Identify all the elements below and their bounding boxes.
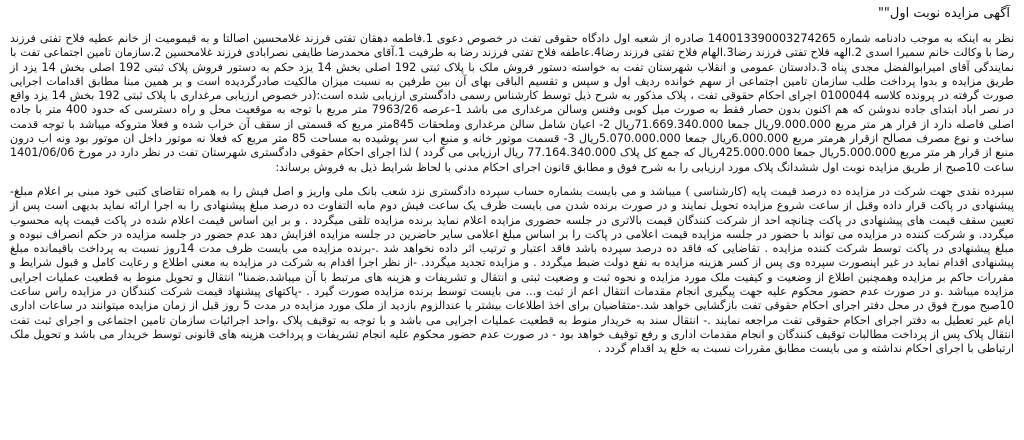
notice-paragraph-2: سپرده نقدی جهت شرکت در مزایده ده درصد قیمت پایه (کارشناسی ) میباشد و می بایست بشماره حساب سپرده دادگستری نزد شعب بانک ملی واریز و اصل فیش را به همراه تقاضای کتبی خود مبنی بر اعلام مبلغ-پیشنهادی در پاکت قرار داده وقبل از ساعت شروع مزایده تحویل نمایند و در صورت برنده شدن می بایست ظرف یک ساعت فیش دوم مابه التفاوت ده درصد مبلغ پیشنهادی را به اجرا ارائه نماید بدیهی است پس از تعیین سقف قیمت های پیشنهادی در پاکت چنانچه احد از شرکت کنندگان قیمت بالاتری در جلسه حضوری مزایده اعلام نماید برنده مزایده تلقی میگردد . و بر این اساس قیمت اعلام شده در پاکت قیمت پایه محسوب میگردد. و شرکت کننده در مزایده می تواند با حضور در جلسه مزایده قیمت اعلامی در پاکت را بر اساس مبلغ اعلامی سایر حاضرین در جلسه مزایده افزایش دهد عدم حضور در جلسه مزایده در حکم انصراف نبوده و مبلغ پیشنهادی در پاکت توسط شرکت کننده مزایده . تقاضایی که فاقد ده درصد سپرده باشد فاقد اعتبار و ترتیب اثر داده نخواهد شد .-برنده مزایده می بایست ظرف مدت 14روز نسبت به پرداخت باقیمانده مبلغ پیشنهادی اقدام نماید در غیر اینصورت سپرده وی پس از کسر هزینه مزایده به نفع دولت ضبط میگردد . و مزایده تجدید میگردد. -از نظر اجرا اقدام به شرکت در مزایده به معنی اطلاع و رعایت کامل و قبول شرایط و مقررات حاکم بر مزایده وهمچنین اطلاع از وضعیت و کیفیت ملک مورد مزایده و نحوه ثبت و وضعیت ثبتی و انتقال و تشریفات و هزینه های مرتبط با آن میباشد.ضمنا" انتقال و تحویل منوط به قطعیت عملیات اجرایی مزایده میباشد .و در صورت عدم حضور محکوم علیه جهت پیگیری انجام مقدمات انتقال اعم از ثبت و... می بایست توسط برنده مزایده صورت گیرد . -پاکتهای پیشنهاد قیمت شرکت کنندگان در مزایده راس ساعت 10صبح مورخ فوق در محل دفتر اجرای احکام حقوقی تفت بازگشایی خواهد شد.-متقاضیان برای اخذ اطلاعات بیشتر یا عندالزوم بازدید از ملک مورد مزایده در مدت 5 روز قبل از زمان مزایده میتوانند در ساعات اداری ایام غیر تعطیل به دفتر اجرای احکام حقوقی تفت مراجعه نمایند .- انتقال سند به خریدار منوط به قطعیت عملیات اجرایی می باشد و با توجه به توقیف پلاک ،واحد اجرائیات سازمان تامین اجتماعی و اجرای ثبت تفت انتقال پلاک پس از پرداخت مطالبات توقیف کنندگان و انجام مقدمات اداری و رفع توقیف خواهد بود - در صورت عدم حضور محکوم علیه انجام تشریفات و پرداخت هزینه های قانونی توسط خریدار می باشد و تحویل ملک ارتباطی با اجرای احکام نداشته و می بایست مطابق مقررات نسبت به خلع ید اقدام گردد .: [10, 184, 1014, 356]
notice-title: آگهی مزایده نوبت اول"": [877, 6, 1010, 21]
paragraph-spacer: [8, 175, 1016, 185]
auction-notice: [8, 0, 1016, 440]
notice-paragraph-1: نظر به اینکه به موجب دادنامه شماره 140013390003274265 صادره از شعبه اول دادگاه حقوقی تفت در خصوص دعوی 1.فاطمه دهقان تفتی فرزند غلامحسین اصالتا و به قیمومیت از خانم عطیه فلاح تفتی فرزند رضا با وکالت خانم سمیرا اسدی 2.الهه فلاح تفتی فرزند رضا3.الهام فلاح تفتی فرزند رضا4.عاطفه فلاح تفتی فرزند رضا به طرفیت 1.آقای محمدرضا طایفی نصرابادی فرزند غلامحسین 2.سازمان تامین اجتماعی تفت با نمایندگی آقای امیرابوالفضل مجدی پناه 3.دادستان عمومی و انقلاب شهرستان تفت به خواسته دستور فروش ملک با پلاک ثبتی 192 اصلی بخش 14 یزد حکم به دستور فروش پلاک ثبتی 192 اصلی بخش 14 یزد از طریق مزایده و بدوا پرداخت طلب سازمان تامین اجتماعی از سهم خوانده ردیف اول و سپس و تقسیم الباقی بهای آن بین طرفین به نسبت میزان مالکیت صادرگردیده است و بر همین مبنا مطابق اقدامات اجرایی صورت گرفته در پرونده کلاسه 0100044 اجرای احکام حقوقی تفت ، پلاک مذکور به شرح ذیل توسط کارشناس رسمی دادگستری ارزیابی شده است:(در خصوص ارزیابی مرغداری با پلاک ثبتی 192 بخش 14 یزد واقع در نصر اباد ابتدای جاده ندوشن که هم اکنون بدون حصار فقط به صورت میل کوبی وفنس وسالن مرغداری می باشد 1-عرصه 7963/26 متر مربع با توجه به موقعیت محل و راه دسترسی که حدود 400 متر با جاده اصلی فاصله دارد از قرار هر متر مربع 9.000.000ریال جمعا 71.669.340.000ریال 2- اعیان شامل سالن مرغداری وملحقات 845متر مربع که قسمتی از سقف آن خراب شده و فعلا متروکه میباشد با توجه قدمت ساخت و نوع مصرف مصالح ازقرار هرمتر مربع 6.000.000ریال جمعا 5.070.000.000ریال 3- قسمت موتور خانه و منبع اب سر پوشیده به مساحت 85 متر مربع که فعلا نه موتور داخل ان موتور بود ونه اب درون منبع از قرار هر متر مربع 5.000.000ریال جمعا 425.000.000ریال که جمع کل پلاک 77.164.340.000 ریال ارزیابی می گردد ) لذا اجرای احکام حقوقی دادگستری شهرستان تفت در نظر دارد در مورخ 1401/06/06 ساعت 10صبح از طریق مزایده نوبت اول ششدانگ پلاک مورد ارزیابی را به شرح فوق و مطابق قانون اجرای احکام مدنی با لحاظ شرایط ذیل به فروش برساند:: [10, 32, 1014, 174]
